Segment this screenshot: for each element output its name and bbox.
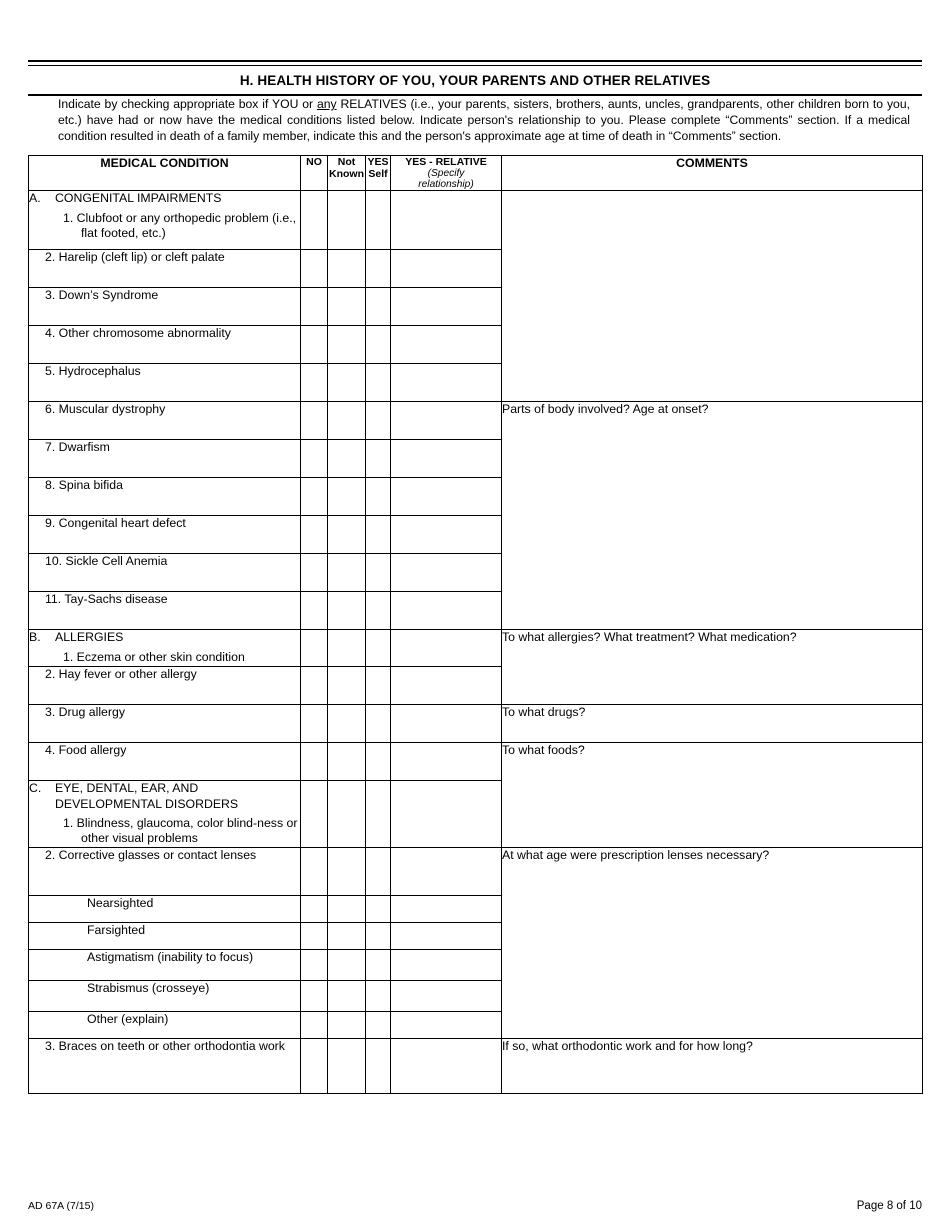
checkbox-cell-yes-relative[interactable] bbox=[391, 895, 502, 922]
checkbox-cell-no[interactable] bbox=[301, 288, 328, 326]
checkbox-cell-yes-self[interactable] bbox=[366, 191, 391, 250]
checkbox-cell-yes-relative[interactable] bbox=[391, 781, 502, 847]
condition-label: 1. Eczema or other skin condition bbox=[63, 649, 245, 664]
condition-cell bbox=[29, 1038, 301, 1093]
checkbox-cell-yes-relative[interactable] bbox=[391, 440, 502, 478]
condition-cell bbox=[29, 554, 301, 592]
checkbox-cell-no[interactable] bbox=[301, 980, 328, 1011]
condition-cell bbox=[29, 847, 301, 895]
checkbox-cell-no[interactable] bbox=[301, 250, 328, 288]
checkbox-cell-yes-self[interactable] bbox=[366, 743, 391, 781]
condition-label: 3. Drug allergy bbox=[45, 705, 125, 720]
checkbox-cell-yes-relative[interactable] bbox=[391, 922, 502, 949]
header-comments: COMMENTS bbox=[502, 155, 923, 191]
table-row bbox=[29, 743, 923, 781]
checkbox-cell-yes-relative[interactable] bbox=[391, 402, 502, 440]
checkbox-cell-not-known[interactable] bbox=[328, 288, 366, 326]
condition-cell bbox=[29, 781, 301, 847]
condition-cell bbox=[29, 191, 301, 250]
instructions-part2: RELATIVES (i.e., your parents, sisters, brothers, aunts, uncles, grandparents, other children born to you, etc.) have had or now have the medical conditions listed below. Indicate person's relationship to you. Please complete “Comments” section. If a medical condition resulted in death of a family member, indicate this and the person's approximate age at time of death in “Comments” section. bbox=[58, 97, 910, 144]
condition-cell bbox=[29, 705, 301, 743]
section-letter: B. bbox=[29, 630, 41, 645]
section-title: CONGENITAL IMPAIRMENTS bbox=[55, 191, 222, 206]
checkbox-cell-yes-relative[interactable] bbox=[391, 705, 502, 743]
checkbox-cell-not-known[interactable] bbox=[328, 1038, 366, 1093]
header-yes-self-line1: YES bbox=[367, 155, 389, 168]
checkbox-cell-yes-self[interactable] bbox=[366, 781, 391, 847]
checkbox-cell-not-known[interactable] bbox=[328, 554, 366, 592]
checkbox-cell-yes-relative[interactable] bbox=[391, 364, 502, 402]
comments-prompt: To what foods? bbox=[502, 743, 585, 758]
checkbox-cell-yes-relative[interactable] bbox=[391, 191, 502, 250]
comments-prompt: If so, what orthodontic work and for how long? bbox=[502, 1038, 753, 1053]
checkbox-cell-not-known[interactable] bbox=[328, 326, 366, 364]
condition-cell bbox=[29, 402, 301, 440]
header-no: NO bbox=[301, 155, 328, 191]
health-history-table bbox=[28, 155, 923, 1094]
condition-label: 1. Clubfoot or any orthopedic problem (i.e., flat footed, etc.) bbox=[63, 210, 297, 240]
comments-prompt: At what age were prescription lenses necessary? bbox=[502, 847, 770, 862]
header-yes-relative-label: YES - RELATIVE bbox=[405, 155, 487, 168]
checkbox-cell-no[interactable] bbox=[301, 478, 328, 516]
checkbox-cell-no[interactable] bbox=[301, 630, 328, 667]
table-row bbox=[29, 705, 923, 743]
checkbox-cell-not-known[interactable] bbox=[328, 630, 366, 667]
condition-label: 4. Other chromosome abnormality bbox=[45, 326, 231, 341]
checkbox-cell-no[interactable] bbox=[301, 781, 328, 847]
table-row bbox=[29, 191, 923, 250]
checkbox-cell-yes-self[interactable] bbox=[366, 922, 391, 949]
checkbox-cell-yes-self[interactable] bbox=[366, 847, 391, 895]
table-row bbox=[29, 847, 923, 895]
checkbox-cell-no[interactable] bbox=[301, 1011, 328, 1038]
checkbox-cell-not-known[interactable] bbox=[328, 949, 366, 980]
condition-label: 11. Tay-Sachs disease bbox=[45, 592, 168, 607]
condition-cell bbox=[29, 743, 301, 781]
condition-label: 9. Congenital heart defect bbox=[45, 516, 186, 531]
checkbox-cell-not-known[interactable] bbox=[328, 191, 366, 250]
condition-cell bbox=[29, 980, 301, 1011]
checkbox-cell-not-known[interactable] bbox=[328, 781, 366, 847]
checkbox-cell-no[interactable] bbox=[301, 705, 328, 743]
checkbox-cell-not-known[interactable] bbox=[328, 667, 366, 705]
checkbox-cell-no[interactable] bbox=[301, 554, 328, 592]
condition-cell bbox=[29, 895, 301, 922]
checkbox-cell-yes-self[interactable] bbox=[366, 630, 391, 667]
checkbox-cell-yes-relative[interactable] bbox=[391, 630, 502, 667]
header-yes-relative-sub2: relationship) bbox=[418, 178, 474, 190]
checkbox-cell-no[interactable] bbox=[301, 743, 328, 781]
condition-cell bbox=[29, 440, 301, 478]
comments-cell[interactable] bbox=[502, 705, 923, 743]
comments-cell[interactable] bbox=[502, 191, 923, 402]
checkbox-cell-yes-relative[interactable] bbox=[391, 478, 502, 516]
checkbox-cell-yes-relative[interactable] bbox=[391, 949, 502, 980]
checkbox-cell-yes-self[interactable] bbox=[366, 949, 391, 980]
checkbox-cell-no[interactable] bbox=[301, 326, 328, 364]
page-number: Page 8 of 10 bbox=[856, 1200, 922, 1212]
checkbox-cell-yes-self[interactable] bbox=[366, 326, 391, 364]
condition-label: Farsighted bbox=[87, 922, 146, 937]
checkbox-cell-yes-relative[interactable] bbox=[391, 667, 502, 705]
header-yes-self-line2: Self bbox=[368, 167, 388, 180]
checkbox-cell-no[interactable] bbox=[301, 402, 328, 440]
checkbox-cell-no[interactable] bbox=[301, 440, 328, 478]
condition-cell bbox=[29, 630, 301, 667]
condition-cell bbox=[29, 326, 301, 364]
header-not-known bbox=[328, 155, 366, 191]
condition-label: 3. Down’s Syndrome bbox=[45, 288, 159, 303]
checkbox-cell-yes-self[interactable] bbox=[366, 1038, 391, 1093]
checkbox-cell-no[interactable] bbox=[301, 191, 328, 250]
checkbox-cell-yes-self[interactable] bbox=[366, 592, 391, 630]
condition-label: 2. Corrective glasses or contact lenses bbox=[45, 847, 257, 862]
section-letter: C. bbox=[29, 781, 42, 796]
checkbox-cell-yes-relative[interactable] bbox=[391, 980, 502, 1011]
checkbox-cell-not-known[interactable] bbox=[328, 250, 366, 288]
checkbox-cell-no[interactable] bbox=[301, 1038, 328, 1093]
header-medical-condition: MEDICAL CONDITION bbox=[29, 155, 301, 191]
checkbox-cell-not-known[interactable] bbox=[328, 922, 366, 949]
checkbox-cell-yes-relative[interactable] bbox=[391, 516, 502, 554]
condition-cell bbox=[29, 1011, 301, 1038]
section-letter: A. bbox=[29, 191, 41, 206]
page-title: H. HEALTH HISTORY OF YOU, YOUR PARENTS AND OTHER RELATIVES bbox=[239, 73, 711, 88]
checkbox-cell-not-known[interactable] bbox=[328, 743, 366, 781]
form-number: AD 67A (7/15) bbox=[28, 1200, 94, 1212]
condition-cell bbox=[29, 516, 301, 554]
checkbox-cell-yes-self[interactable] bbox=[366, 440, 391, 478]
checkbox-cell-yes-relative[interactable] bbox=[391, 554, 502, 592]
condition-label: 8. Spina bifida bbox=[45, 478, 123, 493]
checkbox-cell-not-known[interactable] bbox=[328, 895, 366, 922]
condition-cell bbox=[29, 250, 301, 288]
section-title: EYE, DENTAL, EAR, AND DEVELOPMENTAL DISORDERS bbox=[55, 781, 239, 811]
page-footer bbox=[28, 1200, 922, 1212]
condition-label: Strabismus (crosseye) bbox=[87, 980, 210, 995]
checkbox-cell-no[interactable] bbox=[301, 364, 328, 402]
condition-cell bbox=[29, 288, 301, 326]
checkbox-cell-yes-self[interactable] bbox=[366, 1011, 391, 1038]
condition-label: 2. Harelip (cleft lip) or cleft palate bbox=[45, 250, 225, 265]
condition-cell bbox=[29, 922, 301, 949]
checkbox-cell-not-known[interactable] bbox=[328, 402, 366, 440]
checkbox-cell-yes-self[interactable] bbox=[366, 705, 391, 743]
condition-label: 6. Muscular dystrophy bbox=[45, 402, 166, 417]
condition-label: 10. Sickle Cell Anemia bbox=[45, 554, 168, 569]
checkbox-cell-yes-self[interactable] bbox=[366, 516, 391, 554]
table-row bbox=[29, 1038, 923, 1093]
condition-cell bbox=[29, 592, 301, 630]
condition-label: Astigmatism (inability to focus) bbox=[87, 949, 254, 964]
checkbox-cell-yes-self[interactable] bbox=[366, 288, 391, 326]
checkbox-cell-yes-self[interactable] bbox=[366, 250, 391, 288]
condition-label: Nearsighted bbox=[87, 895, 154, 910]
checkbox-cell-not-known[interactable] bbox=[328, 980, 366, 1011]
checkbox-cell-no[interactable] bbox=[301, 516, 328, 554]
condition-label: 4. Food allergy bbox=[45, 743, 127, 758]
checkbox-cell-yes-relative[interactable] bbox=[391, 1011, 502, 1038]
comments-cell[interactable] bbox=[502, 847, 923, 1038]
condition-label: 2. Hay fever or other allergy bbox=[45, 667, 197, 682]
table-row bbox=[29, 630, 923, 667]
checkbox-cell-yes-relative[interactable] bbox=[391, 1038, 502, 1093]
checkbox-cell-yes-self[interactable] bbox=[366, 554, 391, 592]
checkbox-cell-yes-self[interactable] bbox=[366, 364, 391, 402]
header-yes-self bbox=[366, 155, 391, 191]
table-header-row bbox=[29, 155, 923, 191]
header-not-known-line1: Not bbox=[337, 155, 356, 168]
header-yes-relative-sub1: (Specify bbox=[427, 167, 465, 179]
header-not-known-line2: Known bbox=[329, 167, 364, 180]
condition-cell bbox=[29, 478, 301, 516]
comments-cell[interactable] bbox=[502, 402, 923, 630]
checkbox-cell-not-known[interactable] bbox=[328, 516, 366, 554]
section-title: ALLERGIES bbox=[55, 630, 124, 645]
checkbox-cell-yes-self[interactable] bbox=[366, 478, 391, 516]
checkbox-cell-no[interactable] bbox=[301, 949, 328, 980]
condition-label: 3. Braces on teeth or other orthodontia work bbox=[45, 1038, 285, 1053]
checkbox-cell-yes-relative[interactable] bbox=[391, 250, 502, 288]
instructions-emphasis: any bbox=[316, 97, 337, 111]
checkbox-cell-no[interactable] bbox=[301, 667, 328, 705]
comments-prompt: Parts of body involved? Age at onset? bbox=[502, 402, 709, 417]
checkbox-cell-yes-self[interactable] bbox=[366, 667, 391, 705]
condition-cell bbox=[29, 667, 301, 705]
comments-cell[interactable] bbox=[502, 630, 923, 705]
checkbox-cell-not-known[interactable] bbox=[328, 592, 366, 630]
checkbox-cell-no[interactable] bbox=[301, 895, 328, 922]
instructions-part1: Indicate by checking appropriate box if YOU or bbox=[58, 97, 317, 111]
checkbox-cell-not-known[interactable] bbox=[328, 364, 366, 402]
table-row bbox=[29, 402, 923, 440]
checkbox-cell-not-known[interactable] bbox=[328, 705, 366, 743]
condition-label: 7. Dwarfism bbox=[45, 440, 110, 455]
header-yes-relative bbox=[391, 155, 502, 191]
top-rule-thick bbox=[28, 60, 922, 62]
comments-prompt: To what allergies? What treatment? What medication? bbox=[502, 630, 797, 645]
condition-label: Other (explain) bbox=[87, 1011, 169, 1026]
checkbox-cell-yes-self[interactable] bbox=[366, 402, 391, 440]
checkbox-cell-not-known[interactable] bbox=[328, 847, 366, 895]
checkbox-cell-yes-relative[interactable] bbox=[391, 326, 502, 364]
checkbox-cell-not-known[interactable] bbox=[328, 478, 366, 516]
checkbox-cell-no[interactable] bbox=[301, 847, 328, 895]
checkbox-cell-not-known[interactable] bbox=[328, 440, 366, 478]
checkbox-cell-yes-relative[interactable] bbox=[391, 592, 502, 630]
condition-label: 1. Blindness, glaucoma, color blind-ness or other visual problems bbox=[63, 815, 298, 846]
condition-cell bbox=[29, 949, 301, 980]
comments-prompt: To what drugs? bbox=[502, 705, 586, 720]
checkbox-cell-not-known[interactable] bbox=[328, 1011, 366, 1038]
condition-cell bbox=[29, 364, 301, 402]
comments-cell[interactable] bbox=[502, 743, 923, 847]
checkbox-cell-no[interactable] bbox=[301, 592, 328, 630]
checkbox-cell-yes-relative[interactable] bbox=[391, 288, 502, 326]
checkbox-cell-yes-self[interactable] bbox=[366, 980, 391, 1011]
checkbox-cell-yes-relative[interactable] bbox=[391, 847, 502, 895]
comments-cell[interactable] bbox=[502, 1038, 923, 1093]
checkbox-cell-yes-relative[interactable] bbox=[391, 743, 502, 781]
instructions-paragraph bbox=[28, 96, 922, 145]
condition-label: 5. Hydrocephalus bbox=[45, 364, 141, 379]
checkbox-cell-no[interactable] bbox=[301, 922, 328, 949]
checkbox-cell-yes-self[interactable] bbox=[366, 895, 391, 922]
